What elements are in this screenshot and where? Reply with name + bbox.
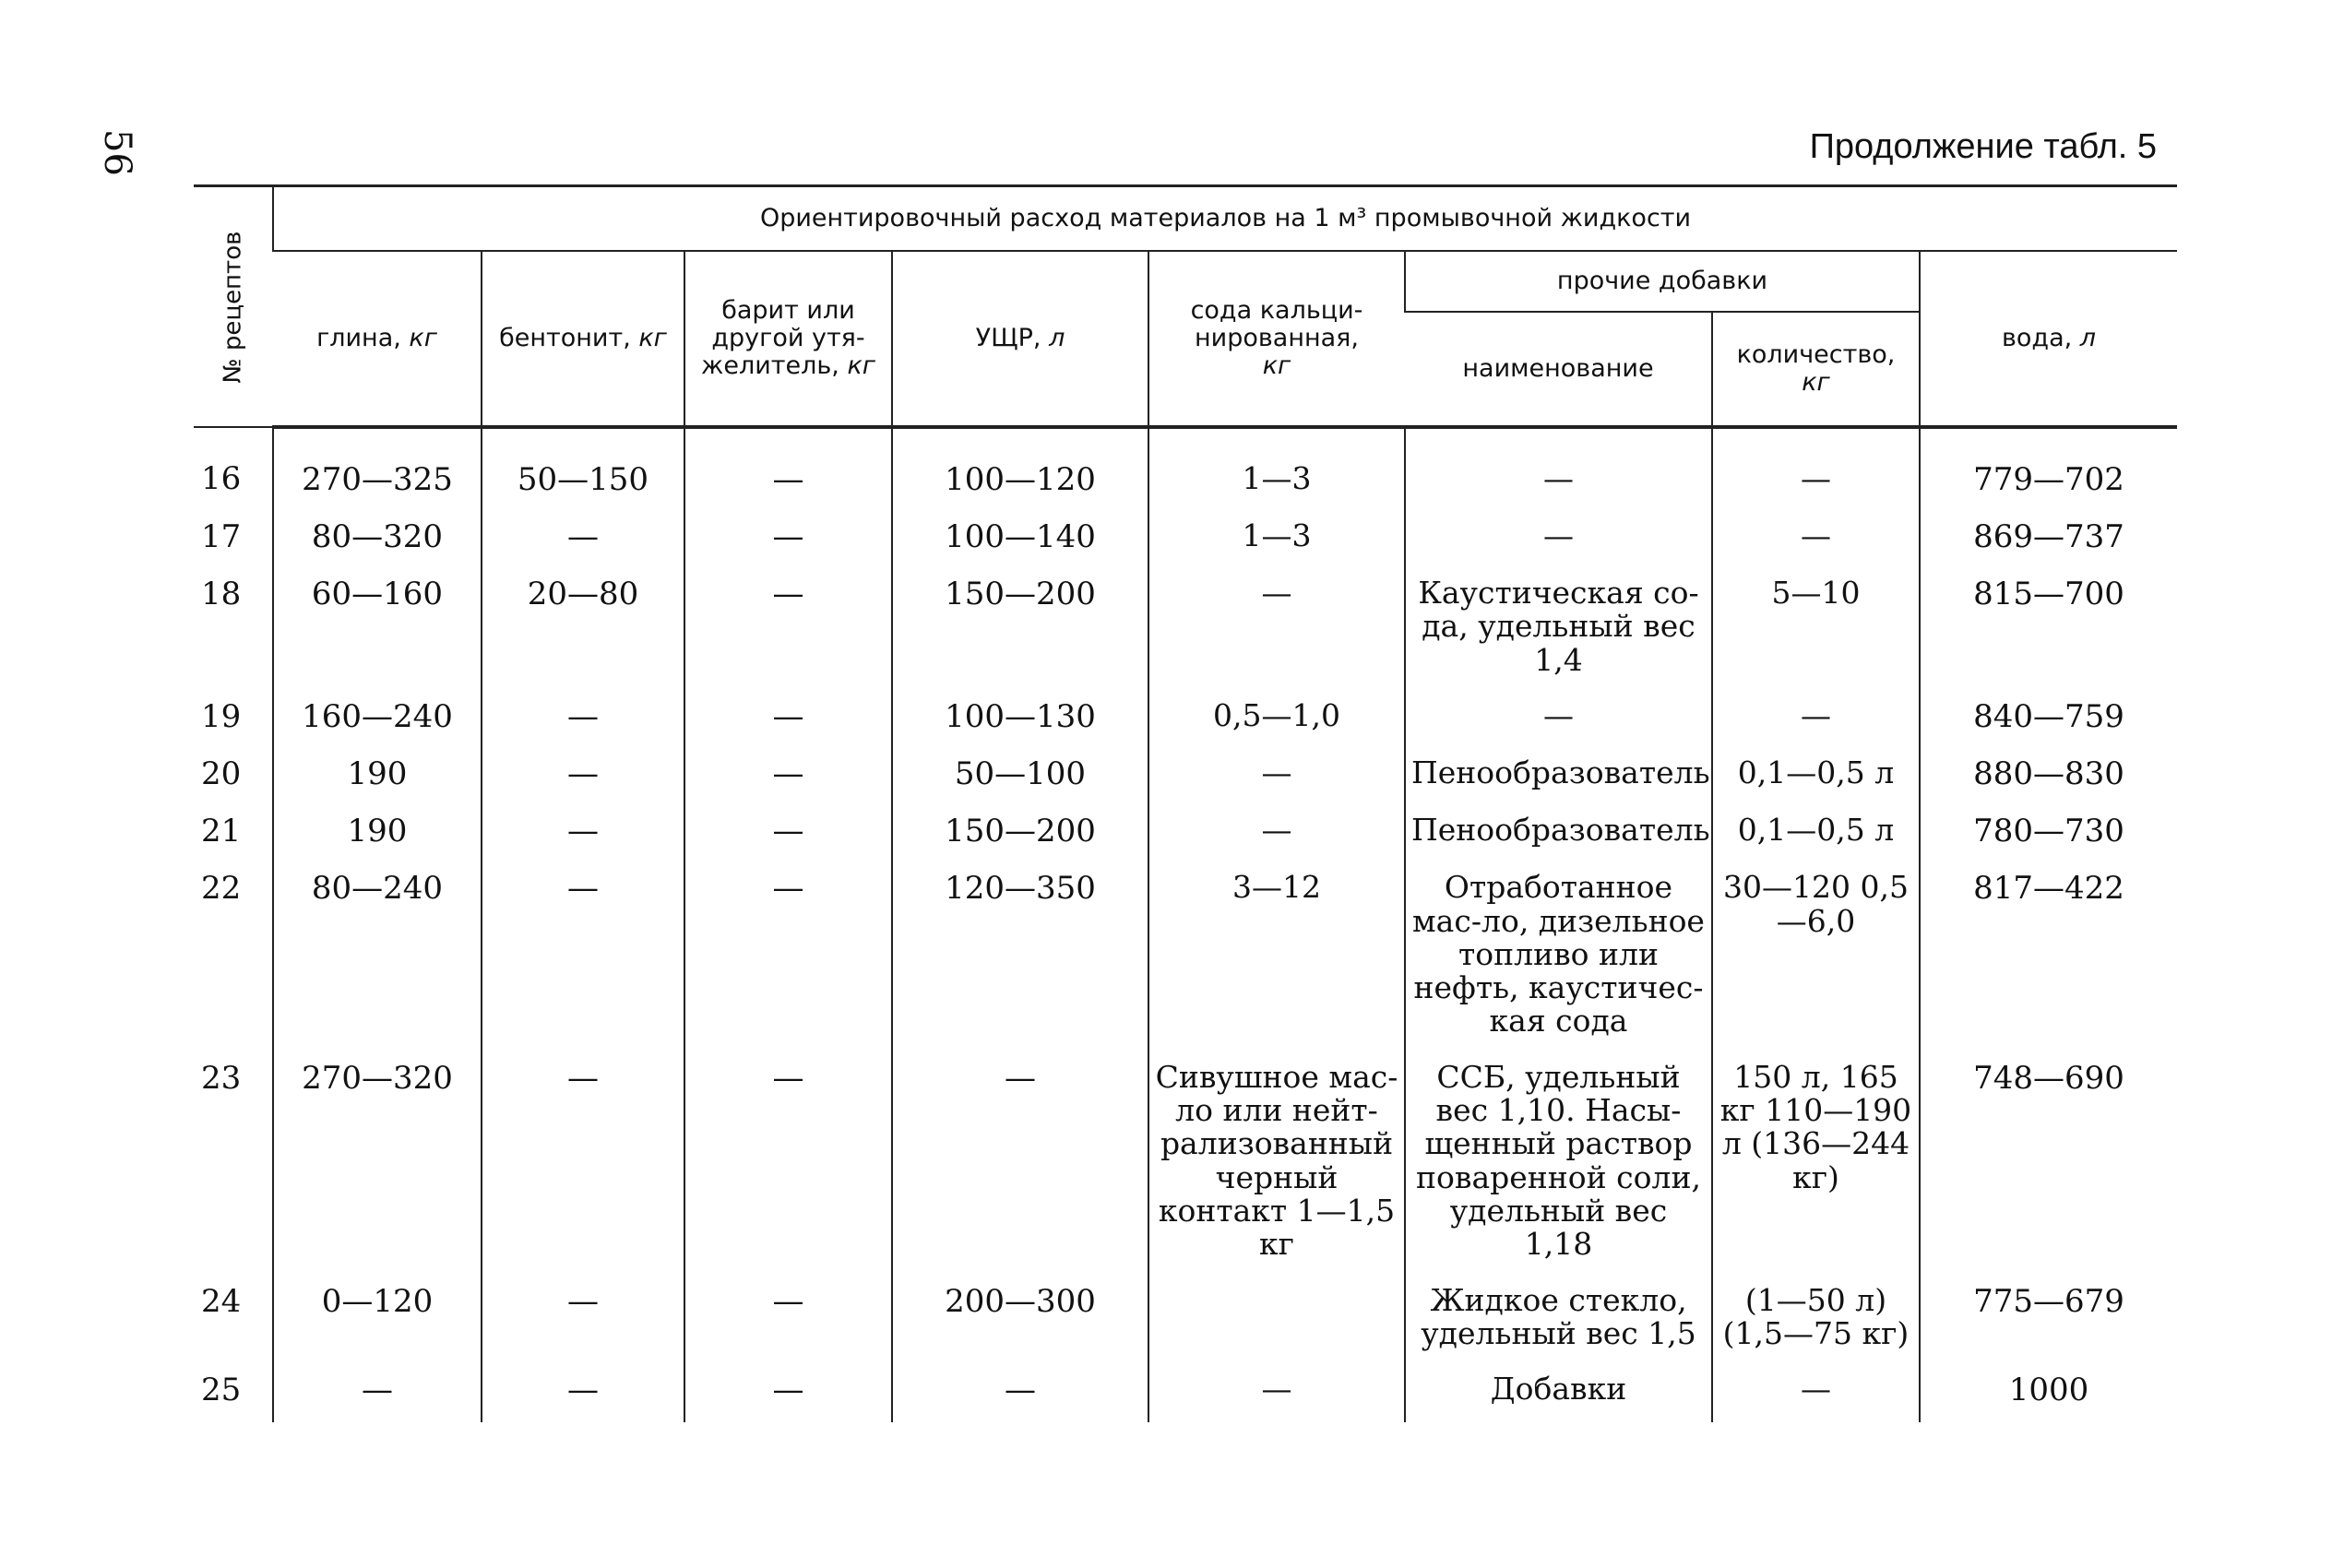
ushr-header: УЩР, л (892, 251, 1148, 427)
ushr-cell: 50—100 (892, 749, 1148, 806)
clay-cell: 80—320 (273, 512, 482, 569)
ushr-cell: — (892, 1365, 1148, 1422)
bentonite-cell: — (482, 749, 684, 806)
bentonite-cell: — (482, 863, 684, 1052)
additive-qty-cell: 0,1—0,5 л (1712, 806, 1920, 863)
bentonite-cell: — (482, 1365, 684, 1422)
clay-cell: 270—320 (273, 1053, 482, 1277)
table-body (194, 427, 2177, 1422)
water-cell: 775—679 (1920, 1277, 2177, 1366)
water-cell: 880—830 (1920, 749, 2177, 806)
bentonite-cell: — (482, 1053, 684, 1277)
soda-cell: 1—3 (1148, 512, 1405, 569)
recipe-number-cell: 25 (201, 1372, 242, 1409)
clay-cell: 190 (273, 806, 482, 863)
ushr-cell: 150—200 (892, 569, 1148, 692)
recipe-number-cell: 19 (201, 698, 242, 736)
ushr-cell: 100—120 (892, 427, 1148, 512)
soda-cell: 1—3 (1148, 427, 1405, 512)
bentonite-cell: — (482, 806, 684, 863)
table-row (194, 692, 2177, 749)
soda-cell: 3—12 (1148, 863, 1405, 1052)
barite-cell: — (684, 512, 892, 569)
recipe-number-cell: 18 (201, 576, 242, 613)
additive-qty-cell: 150 л, 165 кг 110—190 л (136—244 кг) (1712, 1053, 1920, 1277)
additive-name-cell: — (1405, 427, 1712, 512)
additive-name-header: наименование (1405, 312, 1712, 427)
barite-cell: — (684, 806, 892, 863)
table-row (194, 512, 2177, 569)
clay-cell: — (273, 1365, 482, 1422)
ushr-cell: 120—350 (892, 863, 1148, 1052)
additive-qty-header: количество, кг (1712, 312, 1920, 427)
clay-cell: 160—240 (273, 692, 482, 749)
soda-cell: — (1148, 806, 1405, 863)
additive-qty-cell: — (1712, 1365, 1920, 1422)
soda-cell: — (1148, 569, 1405, 692)
additive-qty-cell: 0,1—0,5 л (1712, 749, 1920, 806)
table-row (194, 806, 2177, 863)
additive-qty-cell: — (1712, 692, 1920, 749)
soda-cell: — (1148, 749, 1405, 806)
bentonite-cell: 20—80 (482, 569, 684, 692)
table-row (194, 1365, 2177, 1422)
soda-cell: Сивушное мас-ло или нейт-рализованный черный контакт 1—1,5 кг (1148, 1053, 1405, 1277)
recipe-number-cell: 20 (201, 755, 242, 793)
bentonite-cell: — (482, 692, 684, 749)
clay-cell: 60—160 (273, 569, 482, 692)
clay-cell: 190 (273, 749, 482, 806)
water-cell: 780—730 (1920, 806, 2177, 863)
bentonite-header: бентонит, кг (482, 251, 684, 427)
ushr-cell: 150—200 (892, 806, 1148, 863)
bentonite-cell: 50—150 (482, 427, 684, 512)
water-cell: 1000 (1920, 1365, 2177, 1422)
additive-qty-cell: 5—10 (1712, 569, 1920, 692)
bentonite-cell: — (482, 1277, 684, 1366)
table-row (194, 749, 2177, 806)
barite-cell: — (684, 1277, 892, 1366)
additive-qty-cell: (1—50 л) (1,5—75 кг) (1712, 1277, 1920, 1366)
additive-name-cell: — (1405, 692, 1712, 749)
ushr-cell: 100—140 (892, 512, 1148, 569)
additive-qty-cell: — (1712, 427, 1920, 512)
recipe-number-cell: 16 (201, 460, 242, 497)
table-continuation-caption: Продолжение табл. 5 (1809, 127, 2157, 166)
table-row (194, 569, 2177, 692)
materials-table (194, 184, 2177, 1422)
additive-name-cell: — (1405, 512, 1712, 569)
ushr-cell: 200—300 (892, 1277, 1148, 1366)
barite-cell: — (684, 749, 892, 806)
ushr-cell: — (892, 1053, 1148, 1277)
water-cell: 748—690 (1920, 1053, 2177, 1277)
water-cell: 869—737 (1920, 512, 2177, 569)
clay-cell: 80—240 (273, 863, 482, 1052)
page-number: 56 (96, 129, 138, 176)
recipe-number-cell: 22 (201, 870, 242, 908)
soda-cell (1148, 1277, 1405, 1366)
barite-cell: — (684, 692, 892, 749)
additive-qty-cell: 30—120 0,5—6,0 (1712, 863, 1920, 1052)
clay-cell: 270—325 (273, 427, 482, 512)
additive-name-cell: Пенообразователь (1405, 806, 1712, 863)
barite-cell: — (684, 1365, 892, 1422)
barite-header: барит или другой утя-желитель, кг (684, 251, 892, 427)
water-cell: 840—759 (1920, 692, 2177, 749)
table-row (194, 863, 2177, 1052)
recipe-number-cell: 24 (201, 1282, 242, 1320)
additive-name-cell: Добавки (1405, 1365, 1712, 1422)
additive-name-cell: ССБ, удельный вес 1,10. Насы-щенный раствор поваренной соли, удельный вес 1,18 (1405, 1053, 1712, 1277)
soda-cell: 0,5—1,0 (1148, 692, 1405, 749)
clay-cell: 0—120 (273, 1277, 482, 1366)
clay-header: глина, кг (273, 251, 482, 427)
water-cell: 815—700 (1920, 569, 2177, 692)
additive-name-cell: Жидкое стекло, удельный вес 1,5 (1405, 1277, 1712, 1366)
additive-name-cell: Пенообразователь (1405, 749, 1712, 806)
other-additives-header: прочие добавки (1405, 251, 1920, 312)
recipe-number-header: № рецептов (194, 186, 273, 428)
additive-name-cell: Каустическая со-да, удельный вес 1,4 (1405, 569, 1712, 692)
recipe-number-cell: 17 (201, 518, 242, 556)
recipe-number-cell: 21 (201, 813, 242, 850)
barite-cell: — (684, 1053, 892, 1277)
main-header: Ориентировочный расход материалов на 1 м³ промывочной жидкости (273, 186, 2177, 252)
table-row (194, 1277, 2177, 1366)
bentonite-cell: — (482, 512, 684, 569)
water-header: вода, л (1920, 251, 2177, 427)
table-row (194, 1053, 2177, 1277)
recipe-number-cell: 23 (201, 1059, 242, 1097)
additive-name-cell: Отработанное мас-ло, дизельное топливо или нефть, каустичес-кая сода (1405, 863, 1712, 1052)
water-cell: 817—422 (1920, 863, 2177, 1052)
barite-cell: — (684, 427, 892, 512)
table-row (194, 427, 2177, 512)
barite-cell: — (684, 863, 892, 1052)
water-cell: 779—702 (1920, 427, 2177, 512)
soda-header: сода кальци-нированная, кг (1148, 251, 1405, 427)
additive-qty-cell: — (1712, 512, 1920, 569)
soda-cell: — (1148, 1365, 1405, 1422)
barite-cell: — (684, 569, 892, 692)
ushr-cell: 100—130 (892, 692, 1148, 749)
